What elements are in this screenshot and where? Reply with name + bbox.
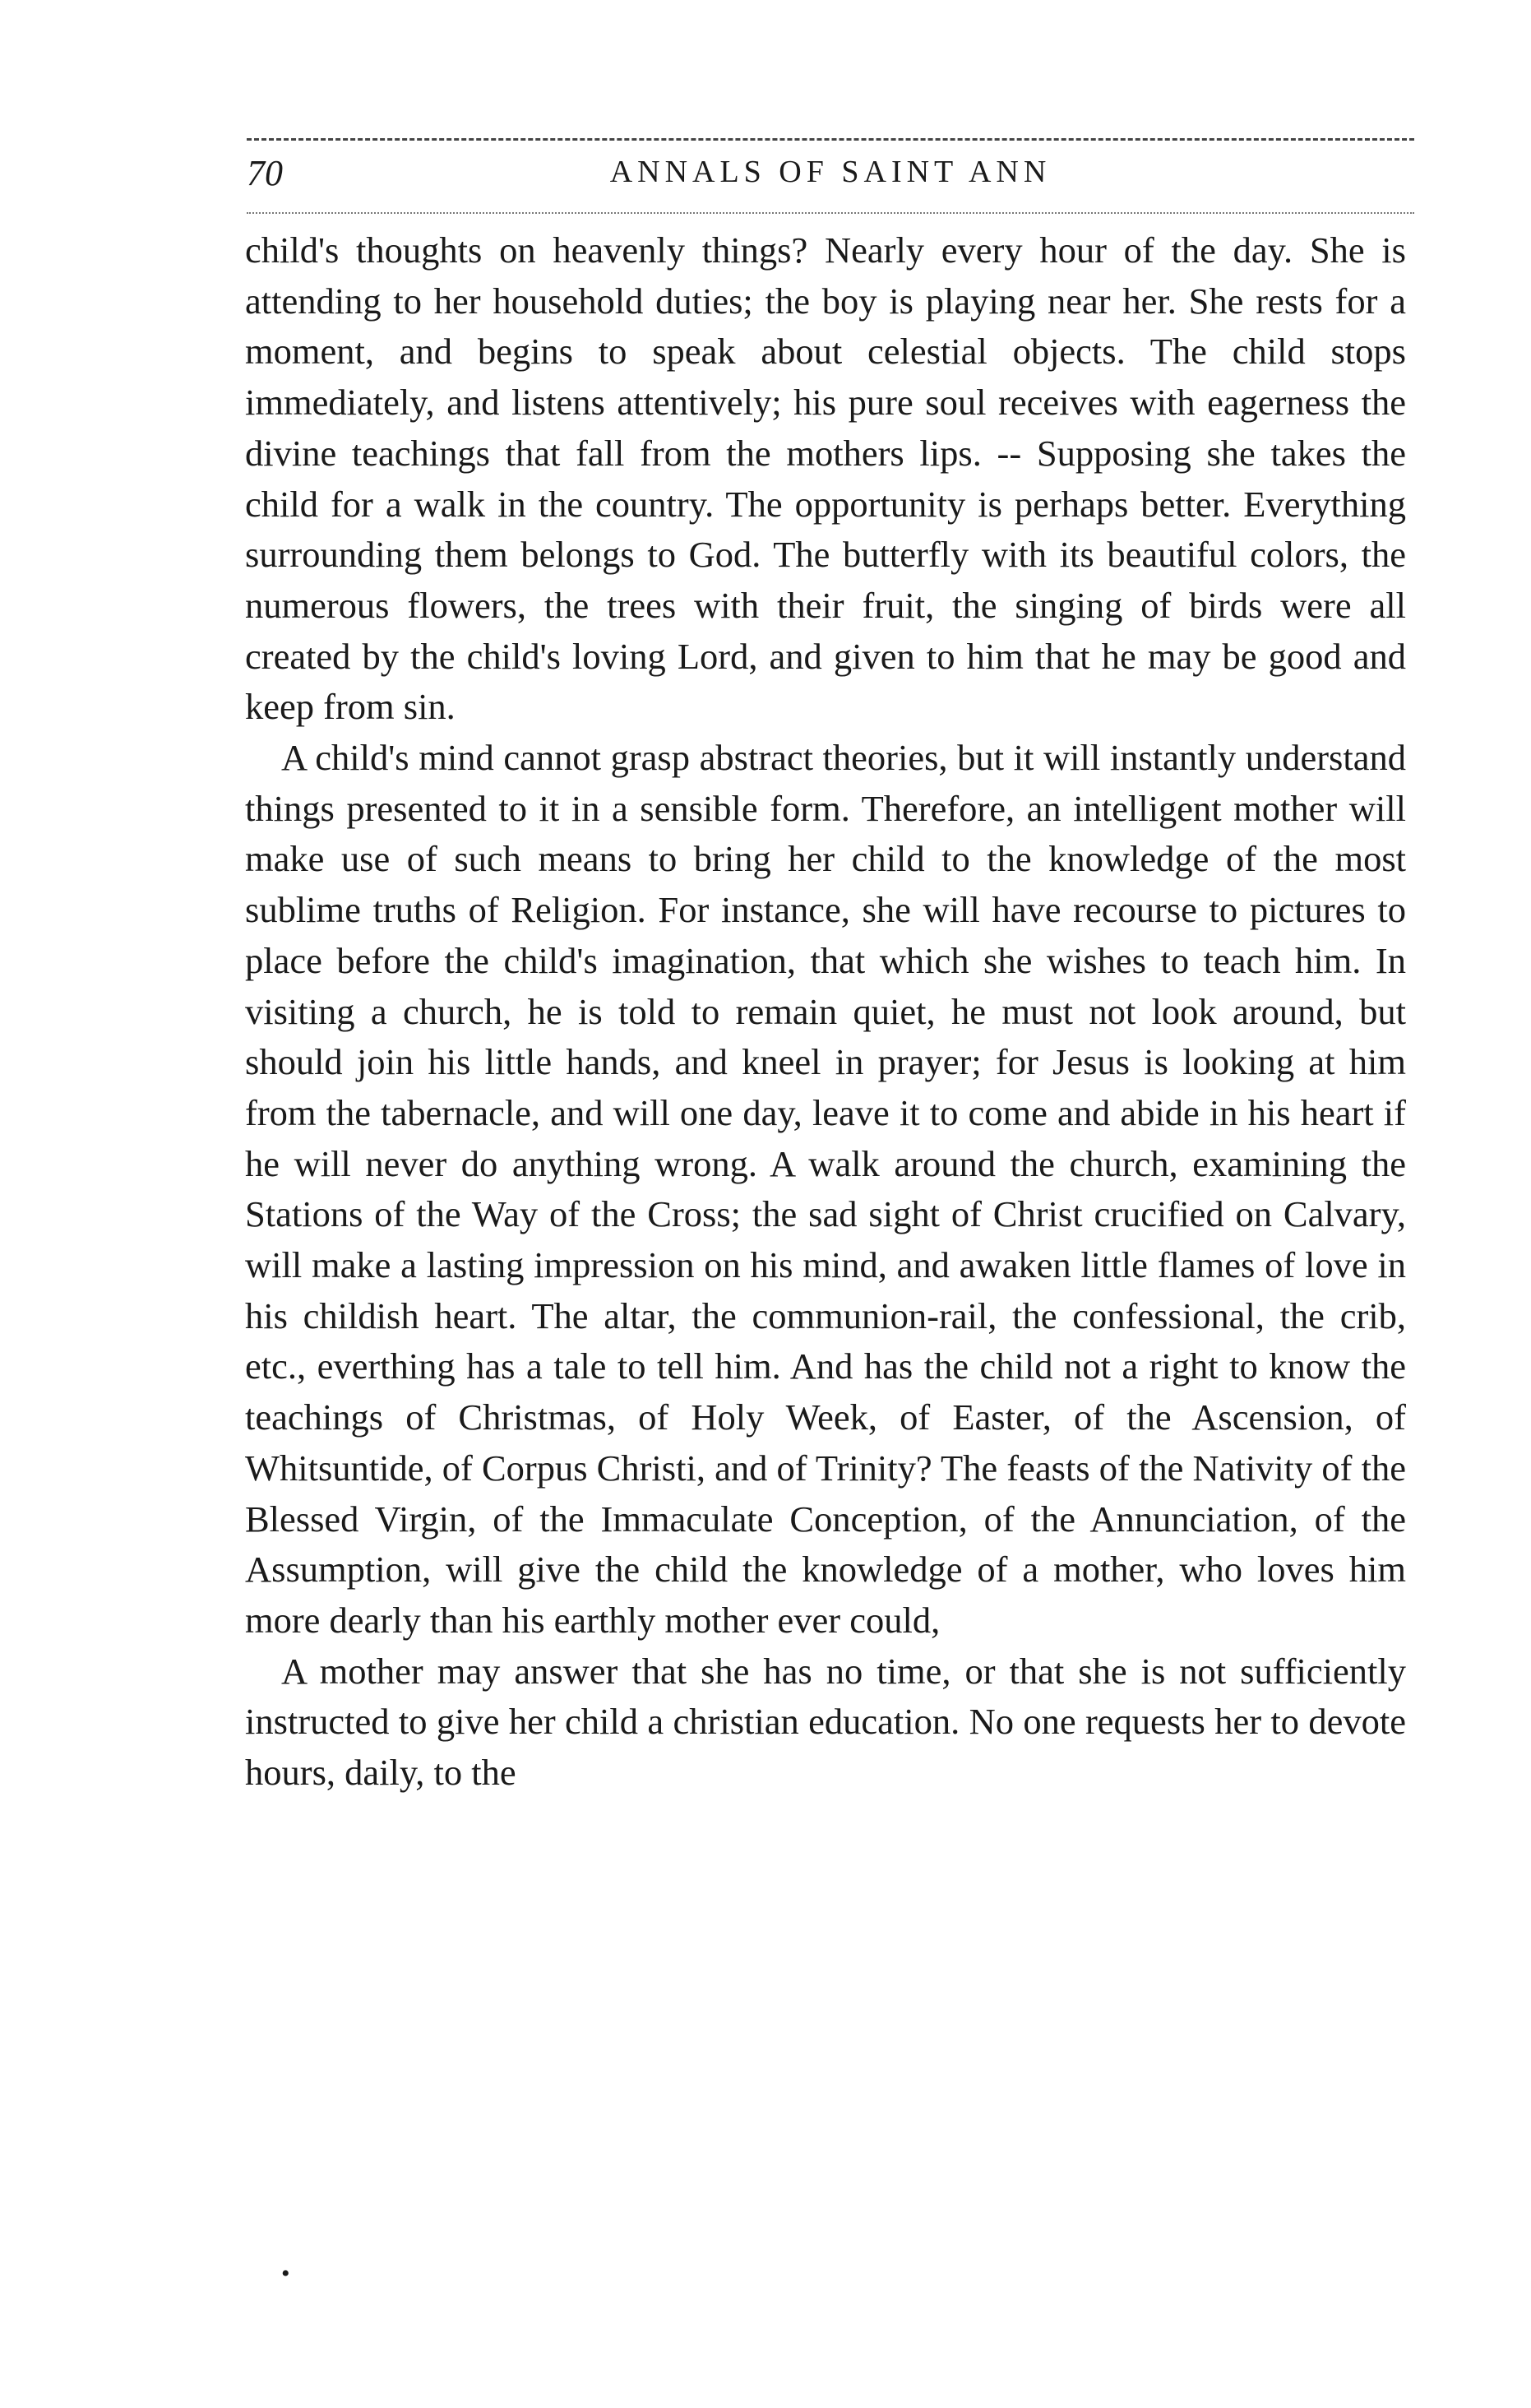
page-number: 70 bbox=[247, 153, 283, 193]
top-rule bbox=[247, 138, 1414, 141]
paragraph-3: A mother may answer that she has no time, or that she is not sufficiently instructed to give her child a christian education. No one requests her to devote hours, daily, to the bbox=[245, 1650, 1406, 1794]
paragraph-1: child's thoughts on heavenly things? Nearly every hour of the day. She is attending to her household duties; the boy is playing near her. She rests for a moment, and begins to speak about celestial objects. The child stops immediately, and listens attentively; his pure soul receives with eagerness the divine teachings that fall from the mothers lips. -- Supposing she takes the child for a walk in the country. The opportunity is perhaps better. Everything surrounding them belongs to God. The butterfly with its beautiful colors, the numerous flowers, the trees with their fruit, the singing of birds were all created by the child's loving Lord, and given to him that he may be good and keep from sin. bbox=[245, 229, 1406, 728]
paragraph-2: A child's mind cannot grasp abstract theories, but it will instantly understand things presented to it in a sensible form. Therefore, an intelligent mother will make use of such means to bring her child to the knowledge of the most sublime truths of Religion. For instance, she will have recourse to pictures to place before the child's imagination, that which she wishes to teach him. In visiting a church, he is told to remain quiet, he must not look around, but should join his little hands, and kneel in prayer; for Jesus is looking at him from the tabernacle, and will one day, leave it to come and abide in his heart if he will never do anything wrong. A walk around the church, examining the Stations of the Way of the Cross; the sad sight of Christ crucified on Calvary, will make a lasting impression on his mind, and awaken little flames of love in his childish heart. The altar, the communion-rail, the confessional, the crib, etc., everthing has a tale to tell him. And has the child not a right to know the teachings of Christmas, of Holy Week, of Easter, of the Ascension, of Whitsuntide, of Corpus Christi, and of Trinity? The feasts of the Nativity of the Blessed Virgin, of the Immaculate Conception, of the Annunciation, of the Assumption, will give the child the knowledge of a mother, who loves him more dearly than his earthly mother ever could, bbox=[245, 737, 1406, 1641]
running-title: ANNALS OF SAINT ANN bbox=[609, 155, 1052, 189]
body-text bbox=[245, 225, 1406, 1799]
page-header bbox=[247, 152, 1414, 210]
header-rule bbox=[247, 212, 1414, 214]
page-mark: • bbox=[281, 2260, 290, 2287]
